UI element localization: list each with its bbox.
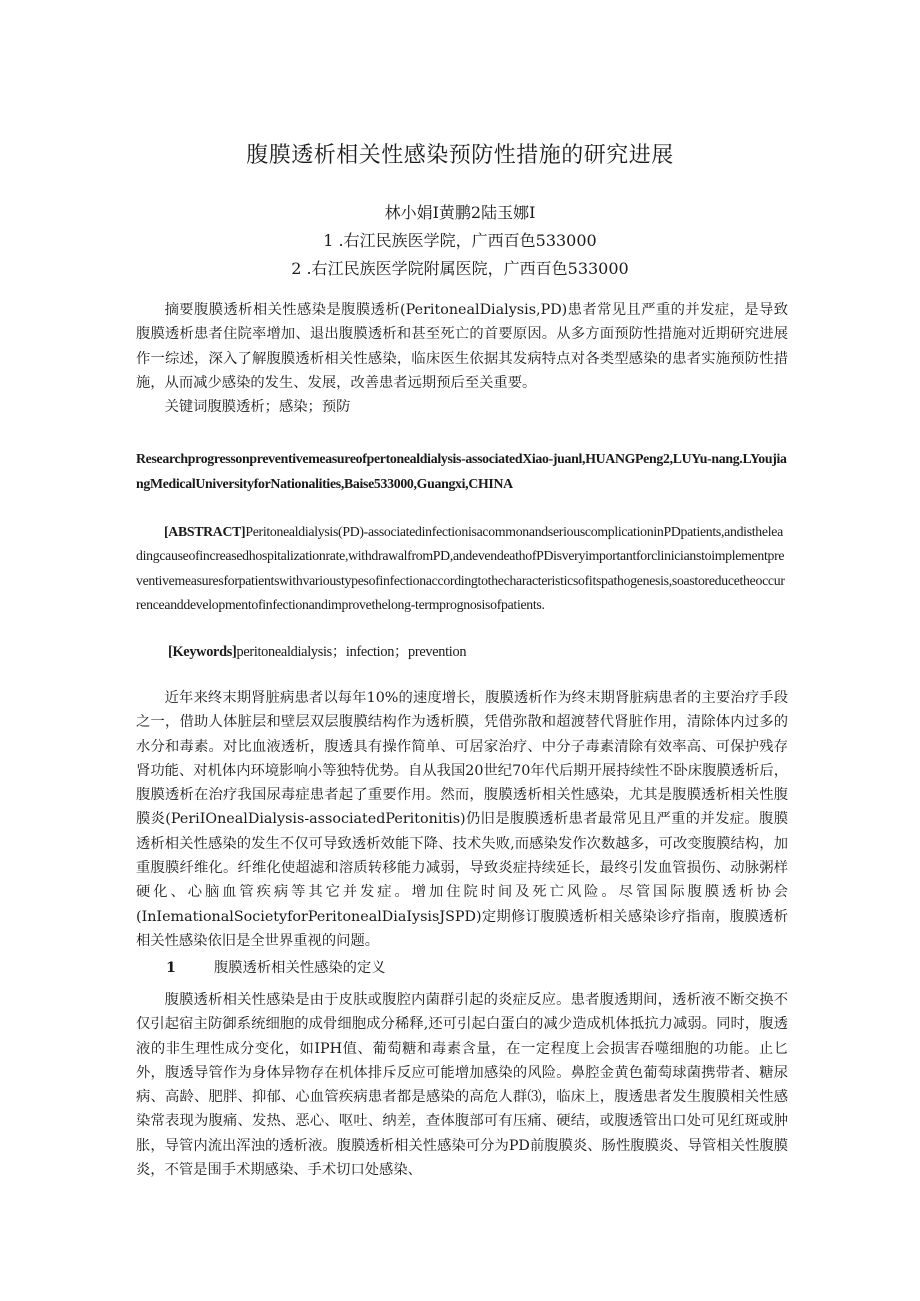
keywords-en-label: [Keywords] [168,644,237,660]
section-1-body: 腹膜透析相关性感染是由于皮肤或腹腔内菌群引起的炎症反应。患者腹透期间，透析液不断交换不仅引起宿主防御系统细胞的成骨细胞成分稀释,还可引起白蛋白的减少造成机体抵抗力减弱。同时，腹透液的非生理性成分变化，如IPH值、葡萄糖和毒素含量，在一定程度上会损害吞噬细胞的功能。止匕外，腹透导管作为身体异物存在机体排斥反应可能增加感染的风险。鼻腔金黄色葡萄球菌携带者、糖尿病、高龄、肥胖、抑郁、心血管疾病患者都是感染的高危人群⑶，临床上，腹透患者发生腹膜相关性感染常表现为腹痛、发热、恶心、呕吐、纳差，查体腹部可有压痛、硬结，或腹透管出口处可见红斑或肿胀，导管内流出浑浊的透析液。腹膜透析相关性感染可分为PD前腹膜炎、肠性腹膜炎、导管相关性腹膜炎，不管是围手术期感染、手术切口处感染、 [136,992,788,1179]
abstract-cn: 摘要腹膜透析相关性感染是腹膜透析(PeritonealDialysis,PD)患者常见且严重的并发症，是导致腹膜透析患者住院率增加、退出腹膜透析和甚至死亡的首要原因。从多方面预防性措施对近期研究进展作一综述，深入了解腹膜透析相关性感染，临床医生依据其发病特点对各类型感染的患者实施预防性措施，从而减少感染的发生、发展，改善患者远期预后至关重要。 [136,302,788,391]
keywords-en [136,640,788,664]
affiliation-1: 1 .右江民族医学院，广西百色533000 [323,231,597,250]
intro-paragraph: 近年来终末期肾脏病患者以每年10%的速度增长，腹膜透析作为终末期肾脏病患者的主要治疗手段之一，借助人体脏层和壁层双层腹膜结构作为透析膜，凭借弥散和超渡替代肾脏作用，清除体内过多的水分和毒素。对比血液透析，腹透具有操作简单、可居家治疗、中分子毒素清除有效率高、可保护残存肾功能、对机体内环境影响小等独特优势。自从我国20世纪70年代后期开展持续性不卧床腹膜透析后，腹膜透析在治疗我国尿毒症患者起了重要作用。然而，腹膜透析相关性感染，尤其是腹膜透析相关性腹膜炎(PeriIOnealDialysis-associatedPeritonitis)仍旧是腹膜透析患者最常见且严重的并发症。腹膜透析相关性感染的发生不仅可导致透析效能下降、技术失败,而感染发作次数越多，可改变腹膜结构，加重腹膜纤维化。纤维化使超滤和溶质转移能力减弱，导致炎症持续延长，最终引发血管损伤、动脉粥样硬化、心脑血管疾病等其它并发症。增加住院时间及死亡风险。尽管国际腹膜透析协会(InIemationalSocietyforPeritonealDiaIysisJSPD)定期修订腹膜透析相关感染诊疗指南，腹膜透析相关性感染依旧是全世界重视的问题。 [136,690,788,949]
keywords-cn: 关键词腹膜透析；感染；预防 [164,399,351,415]
paper-title: 腹膜透析相关性感染预防性措施的研究进展 [246,143,674,168]
section-1-heading [136,956,788,980]
affiliation-2: 2 .右江民族医学院附属医院，广西百色533000 [291,259,629,278]
english-title-authors: Researchprogressonpreventivemeasureofpertonealdialysis-associatedXiao-juanl,HUANGPeng2,LUYu-nang.LYoujiangMedicalUniversityforNationalities,Baise533000,Guangxi,CHINA [136,451,787,491]
abstract-en-label: [ABSTRACT] [164,524,246,539]
keywords-en-text: peritonealdialysis；infection；prevention [236,644,467,660]
section-1-number: 1 [166,960,176,976]
abstract-en-text: Peritonealdialysis(PD)-associatedinfectionisacommonandseriouscomplicationinPDpatients,andistheleadingcauseofincreasedhospitalizationrate,withdrawalfromPD,andevendeathofPDisveryimportantforclinicianstoimplementpreventivemeasuresforpatientswithvarioustypesofinfectionaccordingtothecharacteristicsofitspathogenesis,soastoreducetheoccurrenceanddevelopmentofinfectionandimprovethelong-termprognosisofpatients. [136,524,785,612]
author-line: 林小娟I黄鹏2陆玉娜I [384,203,536,222]
abstract-en [136,520,788,617]
section-1-title: 腹膜透析相关性感染的定义 [214,960,386,976]
